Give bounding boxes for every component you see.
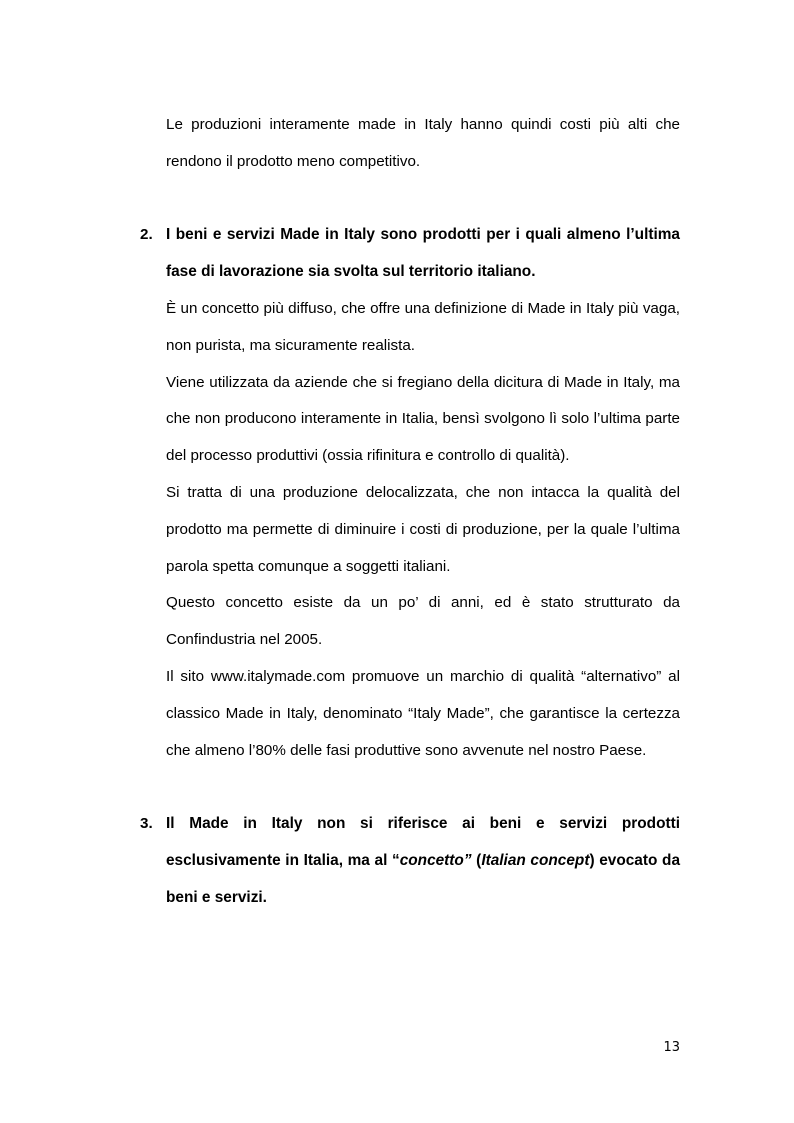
body-paragraph: Questo concetto esiste da un po’ di anni, ed è stato strutturato da Confindustria nel 2005. [166, 594, 680, 649]
list-item-heading [166, 806, 680, 916]
list-number: 3. [140, 815, 153, 833]
heading-text: ) evocato da beni e servizi. [166, 851, 681, 906]
heading-italic-text: Italian concept [481, 851, 590, 869]
body-paragraph: Si tratta di una produzione delocalizzata, che non intacca la qualità del prodotto ma permette di diminuire i costi di produzione, per la quale l’ultima parola spetta comunque a soggetti italiani. [166, 483, 680, 575]
list-item-3 [140, 806, 681, 916]
body-paragraph: Viene utilizzata da aziende che si fregiano della dicitura di Made in Italy, ma che non producono interamente in Italia, bensì svolgono lì solo l’ultima parte del processo produttivi (ossia rifinitura e controllo di qualità). [166, 373, 680, 465]
list-number: 2. [140, 226, 153, 244]
spacer [166, 769, 680, 806]
body-paragraph: Il sito www.italymade.com promuove un marchio di qualità “alternativo” al classico Made in Italy, denominato “Italy Made”, che garantisce la certezza che almeno l’80% delle fasi produttive sono avvenute nel nostro Paese. [166, 667, 680, 759]
heading-italic-text: concetto” [399, 851, 472, 869]
body-paragraph: È un concetto più diffuso, che offre una definizione di Made in Italy più vaga, non purista, ma sicuramente realista. [166, 299, 680, 354]
heading-text: Il Made in Italy non si riferisce ai beni e servizi prodotti esclusivamente in Italia, ma al “ [166, 815, 680, 869]
page-content [140, 107, 681, 917]
spacer [166, 181, 680, 218]
intro-paragraph: Le produzioni interamente made in Italy hanno quindi costi più alti che rendono il prodotto meno competitivo. [166, 116, 680, 170]
page-number: 13 [663, 1040, 680, 1055]
heading-text: ( [471, 851, 482, 869]
list-item-heading: I beni e servizi Made in Italy sono prodotti per i quali almeno l’ultima fase di lavorazione sia svolta sul territorio italiano. [166, 226, 680, 281]
list-item-2 [140, 217, 680, 769]
